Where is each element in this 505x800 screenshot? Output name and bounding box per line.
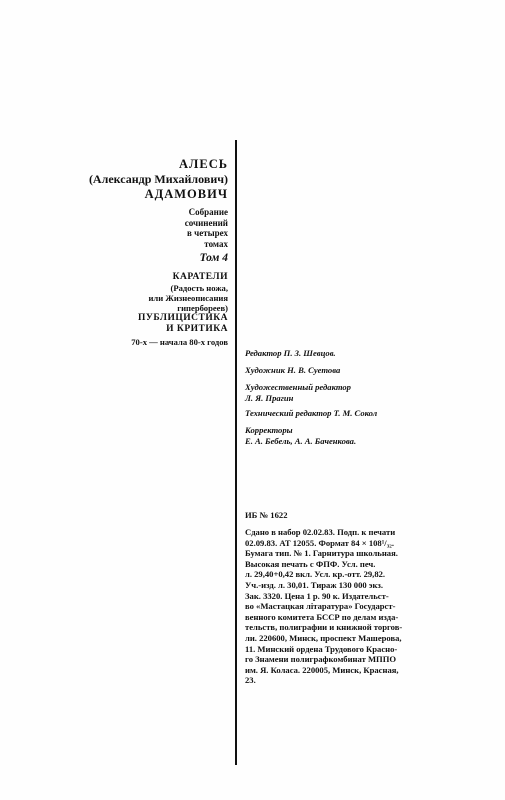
- collection-line: Собрание: [188, 207, 228, 217]
- work2-title: [0, 313, 228, 335]
- imprint-line: венного комитета БССР по делам изда-: [245, 611, 399, 622]
- vertical-divider-rule: [235, 140, 237, 765]
- ib-number: ИБ № 1622: [245, 510, 288, 520]
- imprint-line: ли. 220600, Минск, проспект Машерова,: [245, 632, 402, 643]
- collection-line: в четырех: [187, 228, 228, 238]
- work2-title-line: ПУБЛИЦИСТИКА: [138, 313, 228, 323]
- imprint-line: Бумага тип. № 1. Гарнитура школьная.: [245, 548, 398, 559]
- artist-credit: Художник Н. В. Суетова: [245, 365, 341, 375]
- work1-subtitle: [0, 283, 228, 313]
- imprint-line: во «Мастацкая лiтаратура» Государст-: [245, 601, 396, 612]
- author-first-name: АЛЕСЬ: [179, 157, 228, 171]
- art-editor-credit: [245, 382, 465, 403]
- work1-subtitle-line: или Жизнеописания: [148, 293, 228, 303]
- collection-title: [0, 207, 228, 249]
- proofreaders-role: Корректоры: [245, 425, 293, 435]
- tech-editor-credit: Технический редактор Т. М. Сокол: [245, 408, 378, 418]
- author-patronymic: (Александр Михайлович): [88, 172, 228, 186]
- work1-subtitle-line: гипербореев): [177, 303, 228, 313]
- collection-line: томах: [204, 238, 228, 249]
- imprint-line: го Знамени полиграфкомбинат МППО: [245, 654, 397, 665]
- proofreaders-credit: [245, 425, 465, 446]
- imprint-line: Высокая печать с ФПФ. Усл. печ.: [245, 558, 376, 569]
- imprint-line: Сдано в набор 02.02.83. Подп. к печати: [245, 527, 396, 537]
- imprint-line: 02.09.83. АТ 12055. Формат 84 × 108¹/₃₂.: [245, 537, 394, 548]
- collection-line: сочинений: [184, 217, 228, 228]
- work2-title-line: И КРИТИКА: [166, 324, 228, 334]
- imprint-line: Уч.-изд. л. 30,01. Тираж 130 000 экз.: [245, 579, 383, 590]
- imprint-line: 23.: [245, 675, 256, 686]
- editor-credit: Редактор П. З. Шевцов.: [245, 348, 336, 358]
- imprint-block: [245, 527, 439, 686]
- imprint-line: л. 29,40+0,42 вкл. Усл. кр.-отт. 29,82.: [245, 569, 386, 580]
- art-editor-name: Л. Я. Прагин: [245, 392, 294, 403]
- imprint-line: им. Я. Коласа. 220005, Минск, Красная,: [245, 664, 399, 675]
- work1-title: КАРАТЕЛИ: [172, 272, 228, 282]
- imprint-line: тельств, полиграфии и книжной торгов-: [245, 622, 403, 633]
- imprint-line: Зак. 3320. Цена 1 р. 90 к. Издательст-: [245, 590, 389, 601]
- art-editor-role: Художественный редактор: [245, 382, 351, 392]
- work1-subtitle-line: (Радость ножа,: [170, 283, 228, 293]
- imprint-line: 11. Минский ордена Трудового Красно-: [245, 643, 398, 654]
- author-last-name: АДАМОВИЧ: [144, 187, 228, 201]
- work2-subtitle: 70-х — начала 80-х годов: [131, 337, 228, 347]
- proofreaders-names: Е. А. Бебель, А. А. Баченкова.: [245, 435, 357, 446]
- volume-number: Том 4: [199, 252, 228, 264]
